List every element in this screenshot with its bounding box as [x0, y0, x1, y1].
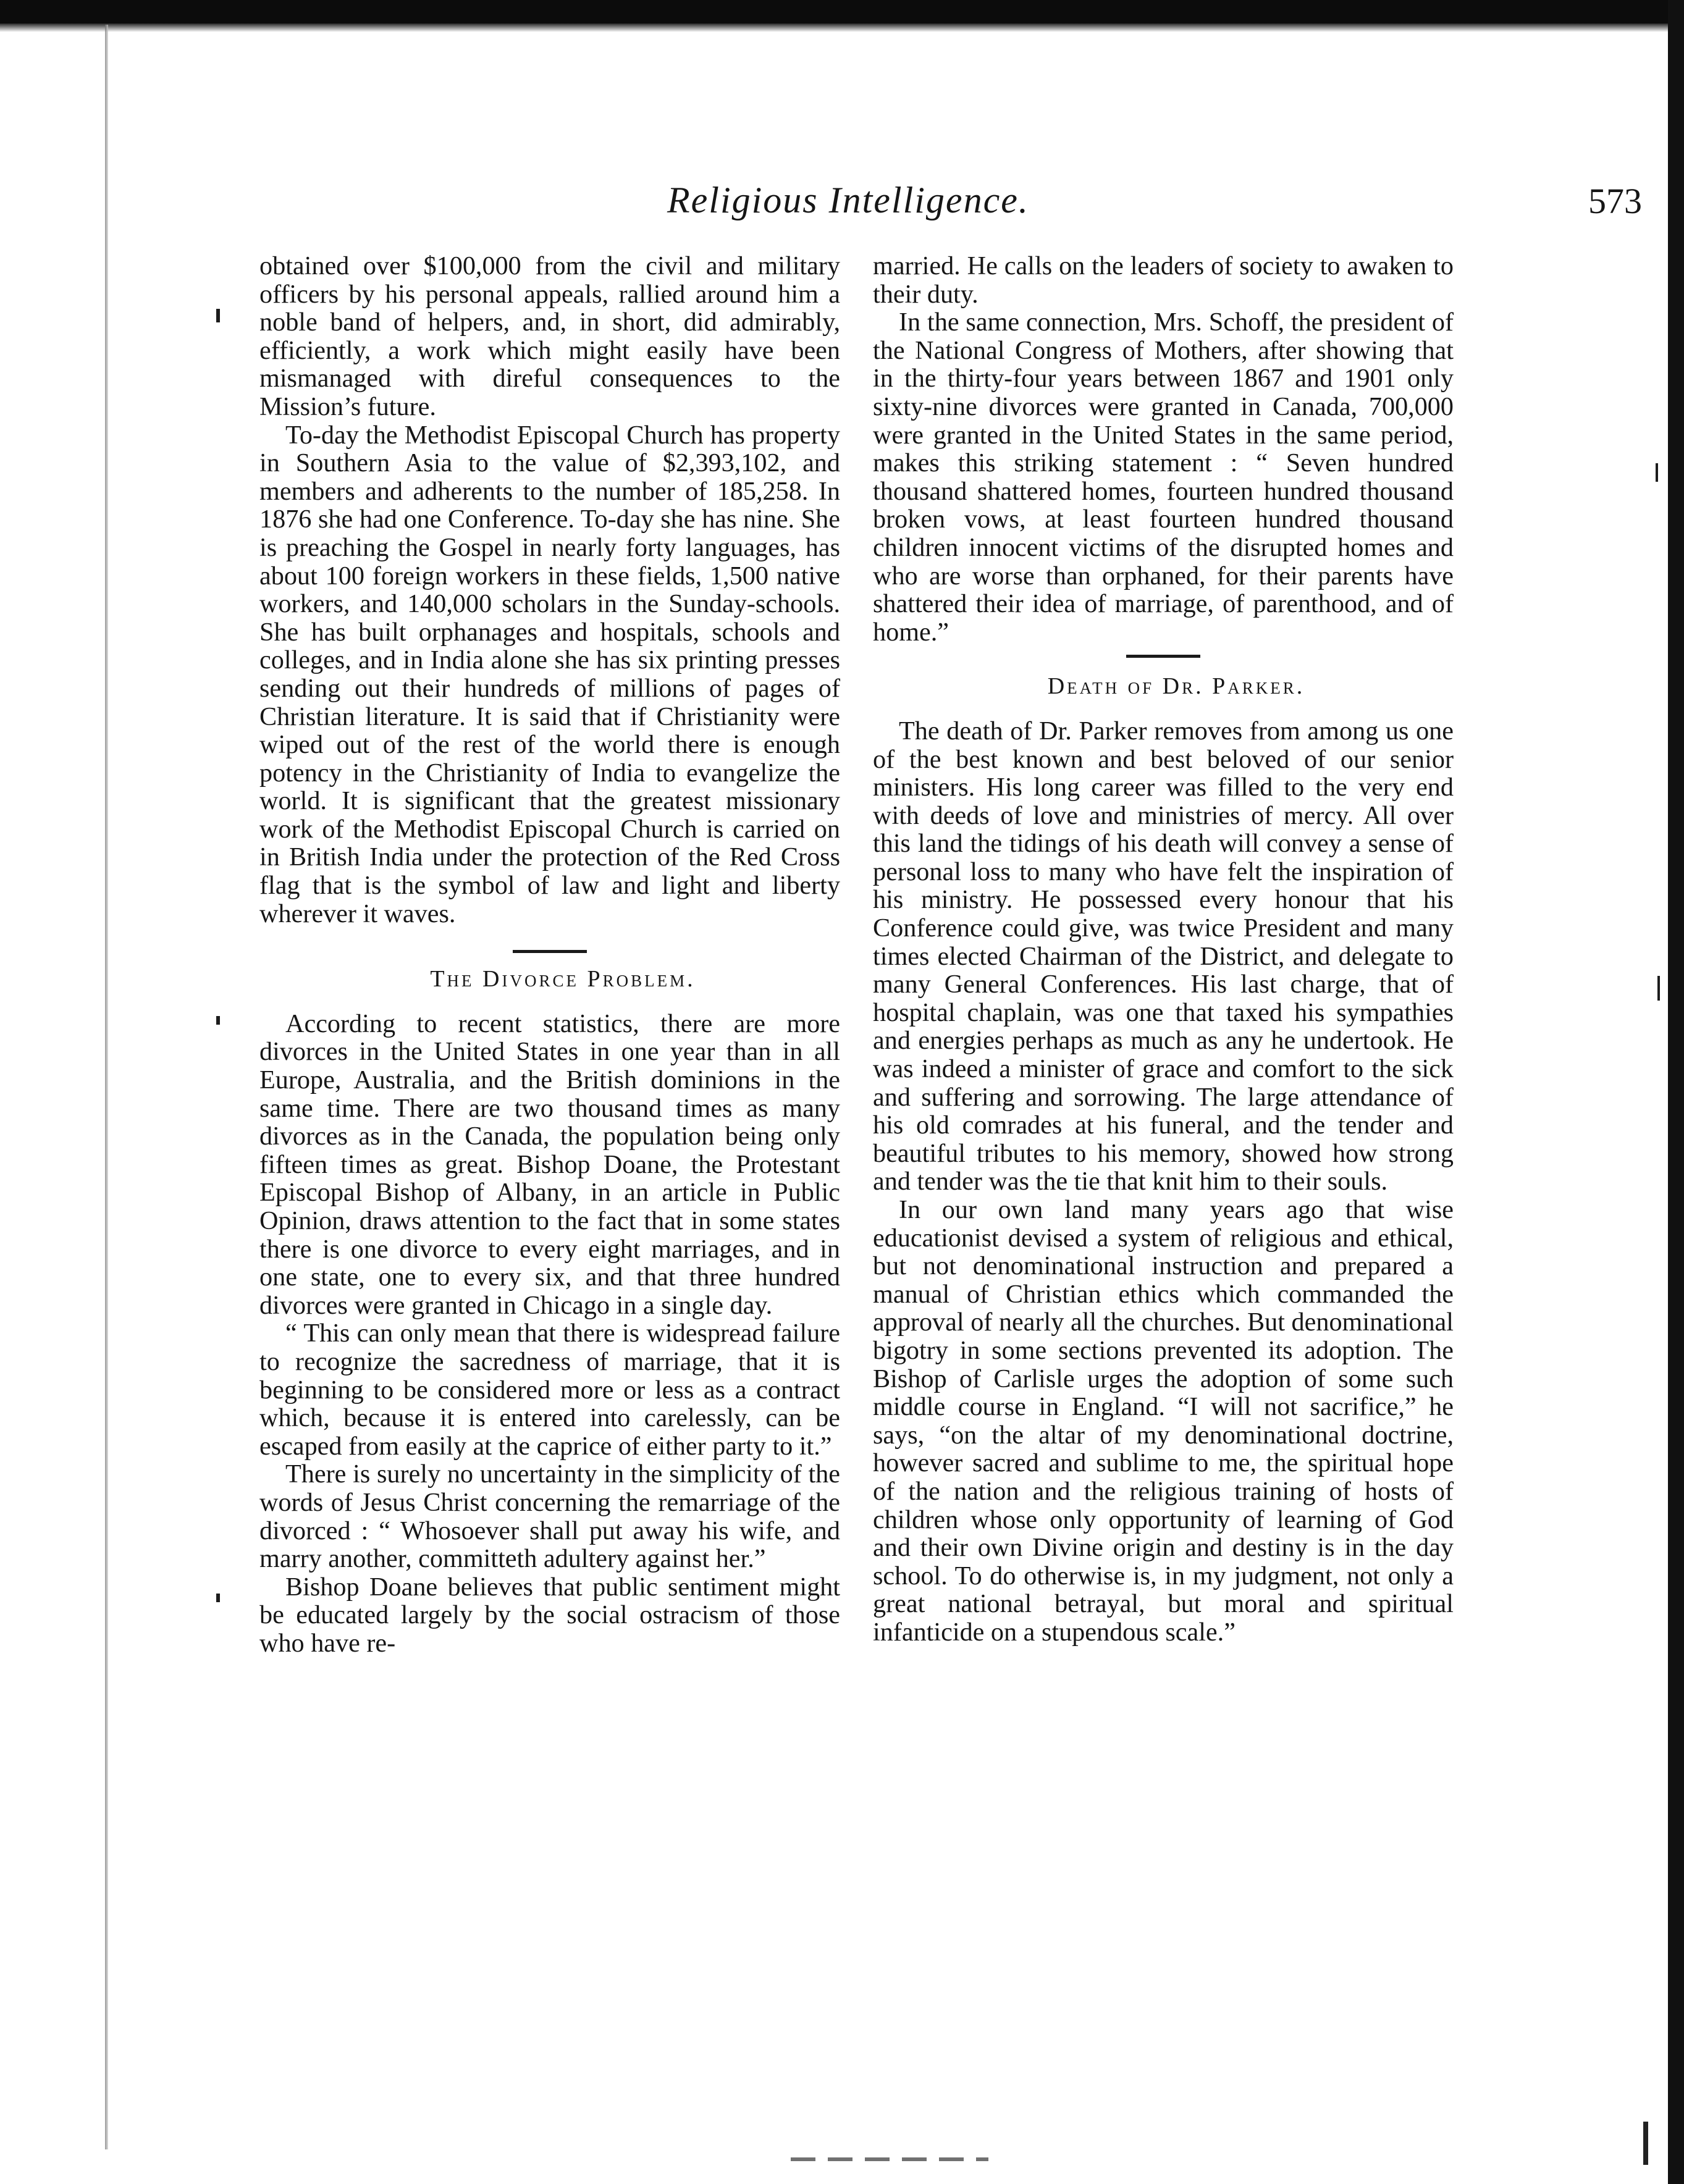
margin-mark: [216, 1016, 220, 1025]
corner-scan-mark: [1643, 2122, 1648, 2165]
page-number: 573: [1588, 181, 1642, 221]
bottom-scan-marks: [791, 2157, 988, 2161]
left-column: [259, 252, 840, 1658]
margin-mark: [1656, 463, 1658, 482]
paragraph: There is surely no uncertainty in the simplicity of the words of Jesus Christ concerning the remarriage of the divorced : “ Whosoever shall put away his wife, and marry another, committeth adultery against her.”: [259, 1460, 840, 1574]
paragraph: According to recent statistics, there are more divorces in the United States in one year than in all Europe, Australia, and the British dominions in the same time. There are two thousand times as many divorces as in the Canada, the population being only fifteen times as great. Bishop Doane, the Protestant Episcopal Bishop of Albany, in an article in Public Opinion, draws attention to the fact that in some states there is one divorce to every eight marriages, and in one state, one to every six, and that three hundred divorces were granted in Chicago in a single day.: [259, 1009, 840, 1320]
margin-mark: [1657, 976, 1660, 1001]
paragraph: In the same connection, Mrs. Schoff, the president of the National Congress of Mothers, after showing that in the thirty-four years between 1867 and 1901 only sixty-nine divorces were granted in Canada, 700,000 were granted in the United States in the same period, makes this striking statement : “ Seven hundred thousand shattered homes, fourteen hundred thousand broken vows, at least fourteen hundred thousand children innocent victims of the disrupted homes and who are worse than orphaned, for their parents have shattered their idea of marriage, of parenthood, and of home.”: [873, 308, 1454, 647]
paragraph: married. He calls on the leaders of society to awaken to their duty.: [873, 251, 1454, 309]
right-column: [873, 252, 1454, 1647]
margin-mark: [216, 1594, 220, 1602]
running-head: [667, 179, 1656, 229]
paragraph: To-day the Methodist Episcopal Church has property in Southern Asia to the value of $2,393,102, and members and adherents to the number of 185,258. In 1876 she had one Conference. To-day she has nine. She is preaching the Gospel in nearly forty languages, has about 100 foreign workers in these fields, 1,500 native workers, and 140,000 scholars in the Sunday-schools. She has built orphanages and hospitals, schools and colleges, and in India alone she has six printing presses sending out their hundreds of millions of pages of Christian literature. It is said that if Christianity were wiped out of the rest of the world there is enough potency in the Christianity of India to evangelize the world. It is significant that the greatest missionary work of the Methodist Episcopal Church is carried on in British India under the protection of the Red Cross flag that is the symbol of law and light and liberty wherever it waves.: [259, 420, 840, 928]
scan-border-top: [0, 0, 1684, 23]
paragraph: obtained over $100,000 from the civil and military officers by his personal appeals, rallied around him a noble band of helpers, and, in short, did admirably, efficiently, a work which might easily have been mismanaged with direful consequences to the Mission’s future.: [259, 251, 840, 421]
paragraph: In our own land many years ago that wise educationist devised a system of religious and ethical, but not denominational instruction and prepared a manual of Christian ethics which commanded the approval of nearly all the churches. But denominational bigotry in some sections prevented its adoption. The Bishop of Carlisle urges the adoption of some such middle course in England. “I will not sacrifice,” he says, “on the altar of my denominational doctrine, however sacred and sublime to me, the spiritual hope of the nation and the religious training of hosts of children whose only opportunity of learning of God and their own Divine origin and destiny is in the day school. To do otherwise is, in my judgment, not only a great national betrayal, but moral and spiritual infanticide on a stupendous scale.”: [873, 1195, 1454, 1647]
running-title: Religious Intelligence.: [667, 180, 1029, 220]
margin-mark: [216, 309, 220, 322]
section-heading: Death of Dr. Parker.: [1047, 673, 1305, 700]
paragraph: The death of Dr. Parker removes from among us one of the best known and best beloved of our senior ministers. His long career was filled to the very end with deeds of love and ministries of mercy. All over this land the tidings of his death will convey a sense of personal loss to many who have felt the inspiration of his ministry. He possessed every honour that his Conference could give, was twice President and many times elected Chairman of the District, and delegate to many General Conferences. His last charge, that of hospital chaplain, was one that taxed his sympathies and energies perhaps as much as any he undertook. He was indeed a minister of grace and comfort to the sick and suffering and sorrowing. The large attendance of his old comrades at his funeral, and the tender and beautiful tributes to his memory, showed how strong and tender was the tie that knit him to their souls.: [873, 716, 1454, 1196]
paragraph: Bishop Doane believes that public sentiment might be educated largely by the social ostracism of those who have re-: [259, 1572, 840, 1658]
scan-border-right: [1668, 0, 1684, 2184]
section-heading: The Divorce Problem.: [430, 966, 696, 993]
quote-paragraph: “ This can only mean that there is widespread failure to recognize the sacredness of marriage, that it is beginning to be considered more or less as a contract which, because it is entered into carelessly, can be escaped from easily at the caprice of either party to it.”: [259, 1319, 840, 1461]
scan-gutter-shadow: [105, 25, 108, 2149]
